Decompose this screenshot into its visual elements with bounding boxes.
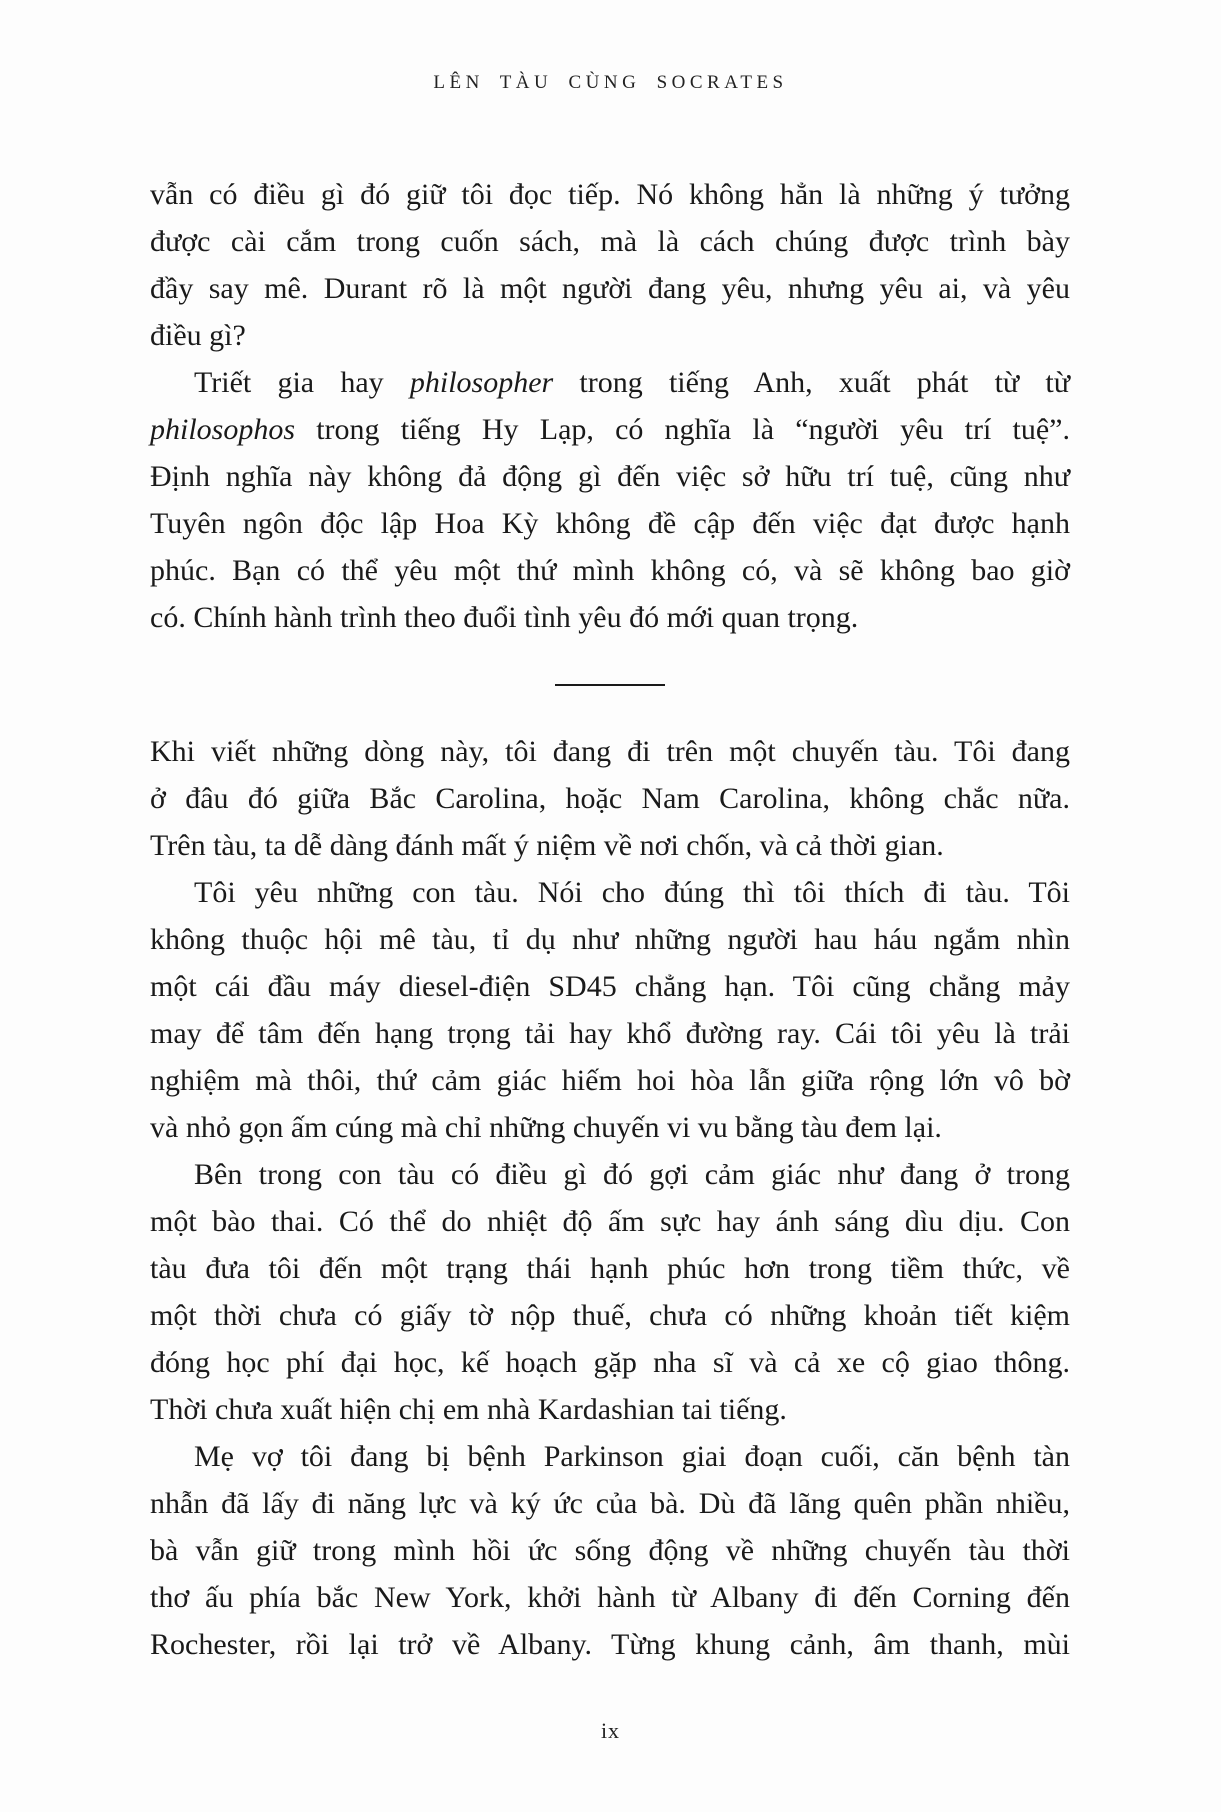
text-line — [150, 359, 1070, 406]
text-line — [150, 1010, 1070, 1057]
text-block — [150, 171, 1070, 1668]
text-line — [150, 312, 1070, 359]
body-text: ở đâu đó giữa Bắc Carolina, hoặc Nam Carolina, không chắc nữa. — [150, 782, 1070, 815]
text-line — [150, 1245, 1070, 1292]
body-text: tàu đưa tôi đến một trạng thái hạnh phúc hơn trong tiềm thức, về — [150, 1252, 1070, 1285]
body-text: Mẹ vợ tôi đang bị bệnh Parkinson giai đoạn cuối, căn bệnh tàn — [194, 1440, 1070, 1473]
text-line — [150, 265, 1070, 312]
page-number: ix — [600, 1718, 621, 1743]
body-text: Bên trong con tàu có điều gì đó gợi cảm giác như đang ở trong — [194, 1158, 1070, 1191]
text-line — [150, 218, 1070, 265]
body-text: may để tâm đến hạng trọng tải hay khổ đường ray. Cái tôi yêu là trải — [150, 1017, 1070, 1050]
body-text: Trên tàu, ta dễ dàng đánh mất ý niệm về nơi chốn, và cả thời gian. — [150, 829, 944, 862]
text-line — [150, 1104, 1070, 1151]
body-text: có. Chính hành trình theo đuổi tình yêu đó mới quan trọng. — [150, 601, 859, 634]
body-text: phúc. Bạn có thể yêu một thứ mình không có, và sẽ không bao giờ — [150, 554, 1070, 587]
body-text: Thời chưa xuất hiện chị em nhà Kardashian tai tiếng. — [150, 1393, 787, 1426]
text-line — [150, 1386, 1070, 1433]
italic-text: philosopher — [409, 366, 554, 399]
text-line — [150, 775, 1070, 822]
body-text: Triết gia hay — [194, 366, 410, 399]
text-line — [150, 1480, 1070, 1527]
italic-text: philosophos — [150, 413, 296, 446]
body-text: Tuyên ngôn độc lập Hoa Kỳ không đề cập đến việc đạt được hạnh — [150, 507, 1070, 540]
body-text: nhẫn đã lấy đi năng lực và ký ức của bà. Dù đã lãng quên phần nhiều, — [150, 1487, 1070, 1520]
body-text: một bào thai. Có thể do nhiệt độ ấm sực hay ánh sáng dìu dịu. Con — [150, 1205, 1070, 1238]
body-text: một cái đầu máy diesel-điện SD45 chẳng hạn. Tôi cũng chẳng mảy — [150, 970, 1070, 1003]
text-line — [150, 728, 1070, 775]
running-header: LÊN TÀU CÙNG SOCRATES — [433, 72, 788, 93]
body-text: được cài cắm trong cuốn sách, mà là cách chúng được trình bày — [150, 225, 1070, 258]
body-text: trong tiếng Hy Lạp, có nghĩa là “người yêu trí tuệ”. — [295, 413, 1070, 446]
body-text: đóng học phí đại học, kế hoạch gặp nha sĩ và cả xe cộ giao thông. — [150, 1346, 1070, 1379]
text-line — [150, 869, 1070, 916]
text-line — [150, 171, 1070, 218]
body-text: không thuộc hội mê tàu, tỉ dụ như những người hau háu ngắm nhìn — [150, 923, 1070, 956]
text-line — [150, 1339, 1070, 1386]
text-line — [150, 1198, 1070, 1245]
text-line — [150, 1057, 1070, 1104]
text-line — [150, 963, 1070, 1010]
body-text: thơ ấu phía bắc New York, khởi hành từ Albany đi đến Corning đến — [150, 1581, 1070, 1614]
body-text: bà vẫn giữ trong mình hồi ức sống động về những chuyến tàu thời — [150, 1534, 1070, 1567]
text-line — [150, 1527, 1070, 1574]
body-text: Khi viết những dòng này, tôi đang đi trên một chuyến tàu. Tôi đang — [150, 735, 1070, 768]
body-text: Định nghĩa này không đả động gì đến việc sở hữu trí tuệ, cũng như — [150, 460, 1070, 493]
text-line — [150, 822, 1070, 869]
text-line — [150, 594, 1070, 641]
section-break-rule — [555, 684, 665, 686]
body-text: Tôi yêu những con tàu. Nói cho đúng thì tôi thích đi tàu. Tôi — [194, 876, 1070, 909]
text-line — [150, 406, 1070, 453]
body-text: và nhỏ gọn ấm cúng mà chỉ những chuyến vi vu bằng tàu đem lại. — [150, 1111, 942, 1144]
text-line — [150, 547, 1070, 594]
text-line — [150, 1621, 1070, 1668]
text-line — [150, 453, 1070, 500]
body-text: một thời chưa có giấy tờ nộp thuế, chưa có những khoản tiết kiệm — [150, 1299, 1070, 1332]
section-break — [150, 641, 1070, 728]
text-line — [150, 916, 1070, 963]
text-line — [150, 1151, 1070, 1198]
body-text: vẫn có điều gì đó giữ tôi đọc tiếp. Nó không hẳn là những ý tưởng — [150, 178, 1070, 211]
body-text: điều gì? — [150, 319, 246, 352]
text-line — [150, 1292, 1070, 1339]
body-text: đầy say mê. Durant rõ là một người đang yêu, nhưng yêu ai, và yêu — [150, 272, 1070, 305]
text-line — [150, 1433, 1070, 1480]
body-text: Rochester, rồi lại trở về Albany. Từng khung cảnh, âm thanh, mùi — [150, 1628, 1070, 1661]
body-text: nghiệm mà thôi, thứ cảm giác hiếm hoi hòa lẫn giữa rộng lớn vô bờ — [150, 1064, 1070, 1097]
text-line — [150, 1574, 1070, 1621]
text-line — [150, 500, 1070, 547]
body-text: trong tiếng Anh, xuất phát từ từ — [553, 366, 1071, 399]
